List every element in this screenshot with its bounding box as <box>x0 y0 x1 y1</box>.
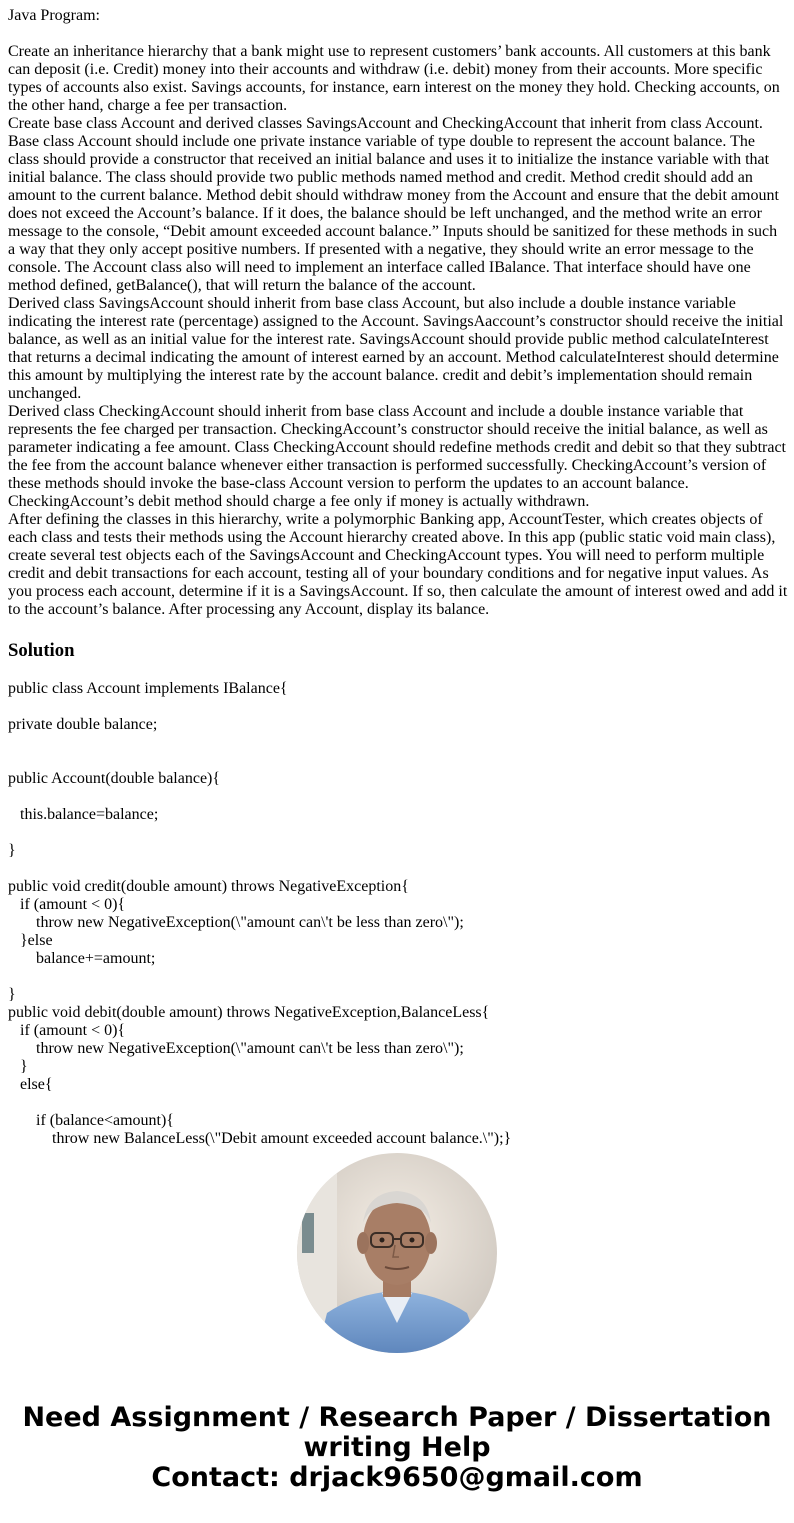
promo-line: writing Help <box>303 1432 491 1463</box>
question-paragraph: After defining the classes in this hierarchy, write a polymorphic Banking app, AccountTester, which creates objects of each class and tests their methods using the Account hierarchy created above. In this app (public static void main class), create several test objects each of the SavingsAccount and CheckingAccount types. You will need to perform multiple credit and debit transactions for each account, testing all of your boundary conditions and for negative input values. As you process each account, determine if it is a SavingsAccount. If so, then calculate the amount of interest owed and add it to the account’s balance. After processing any Account, display its balance. <box>8 511 788 618</box>
document-body <box>8 7 788 1160</box>
question-paragraph: Derived class SavingsAccount should inherit from base class Account, but also include a double instance variable indicating the interest rate (percentage) assigned to the Account. SavingsAaccount’s constructor should receive the initial balance, as well as an initial value for the interest rate. SavingsAccount should provide public method calculateInterest that returns a decimal indicating the amount of interest earned by an account. Method calculateInterest should determine this amount by multiplying the interest rate by the account balance. credit and debit’s implementation should remain unchanged. <box>8 295 784 402</box>
author-photo-icon <box>297 1153 497 1353</box>
question-paragraph: Create an inheritance hierarchy that a bank might use to represent customers’ bank accounts. All customers at this bank can deposit (i.e. Credit) money into their accounts and withdraw (i.e. debit) money from their accounts. More specific types of accounts also exist. Savings accounts, for instance, earn interest on the money they hold. Checking accounts, on the other hand, charge a fee per transaction. <box>8 43 780 114</box>
solution-heading: Solution <box>8 640 75 661</box>
promo-line: Need Assignment / Research Paper / Dissertation <box>22 1402 772 1433</box>
promo-text <box>0 1403 794 1493</box>
question-paragraph: Create base class Account and derived classes SavingsAccount and CheckingAccount that inherit from class Account. Base class Account should include one private instance variable of type double to represent the account balance. The class should provide a constructor that received an initial balance and uses it to initialize the instance variable with that initial balance. The class should provide two public methods named method and credit. Method credit should add an amount to the current balance. Method debit should withdraw money from the Account and ensure that the debit amount does not exceed the Account’s balance. If it does, the balance should be left unchanged, and the method write an error message to the console, “Debit amount exceeded account balance.” Inputs should be sanitized for these methods in such a way that they only accept positive numbers. If presented with a negative, they should write an error message to the console. The Account class also will need to implement an interface called IBalance. That interface should have one method defined, getBalance(), that will return the balance of the account. <box>8 115 779 294</box>
author-avatar <box>297 1153 497 1353</box>
promo-contact[interactable]: Contact: drjack9650@gmail.com <box>151 1462 643 1493</box>
solution-code[interactable]: public class Account implements IBalance{ private double balance; public Account(double balance){ this.balance=balance; } public void credit(double amount) throws NegativeException{ if (amount < 0){ throw new NegativeException(\"amount can\'t be less than zero\"); }else balance+=amount; } public void debit(double amount) throws NegativeException,BalanceLess{ if (amount < 0){ throw new NegativeException(\"amount can\'t be less than zero\"); } else{ if (balance<amount){ throw new BalanceLess(\"Debit amount exceeded account balance.\");} <box>8 680 512 1147</box>
question-intro: Java Program: <box>8 7 100 24</box>
question-paragraph: Derived class CheckingAccount should inherit from base class Account and include a double instance variable that represents the fee charged per transaction. CheckingAccount’s constructor should receive the initial balance, as well as parameter indicating a fee amount. Class CheckingAccount should redefine methods credit and debit so that they subtract the fee from the account balance whenever either transaction is performed successfully. CheckingAccount’s version of these methods should invoke the base-class Account version to perform the updates to an account balance. CheckingAccount’s debit method should charge a fee only if money is actually withdrawn. <box>8 403 786 510</box>
promo-banner <box>0 1150 794 1523</box>
